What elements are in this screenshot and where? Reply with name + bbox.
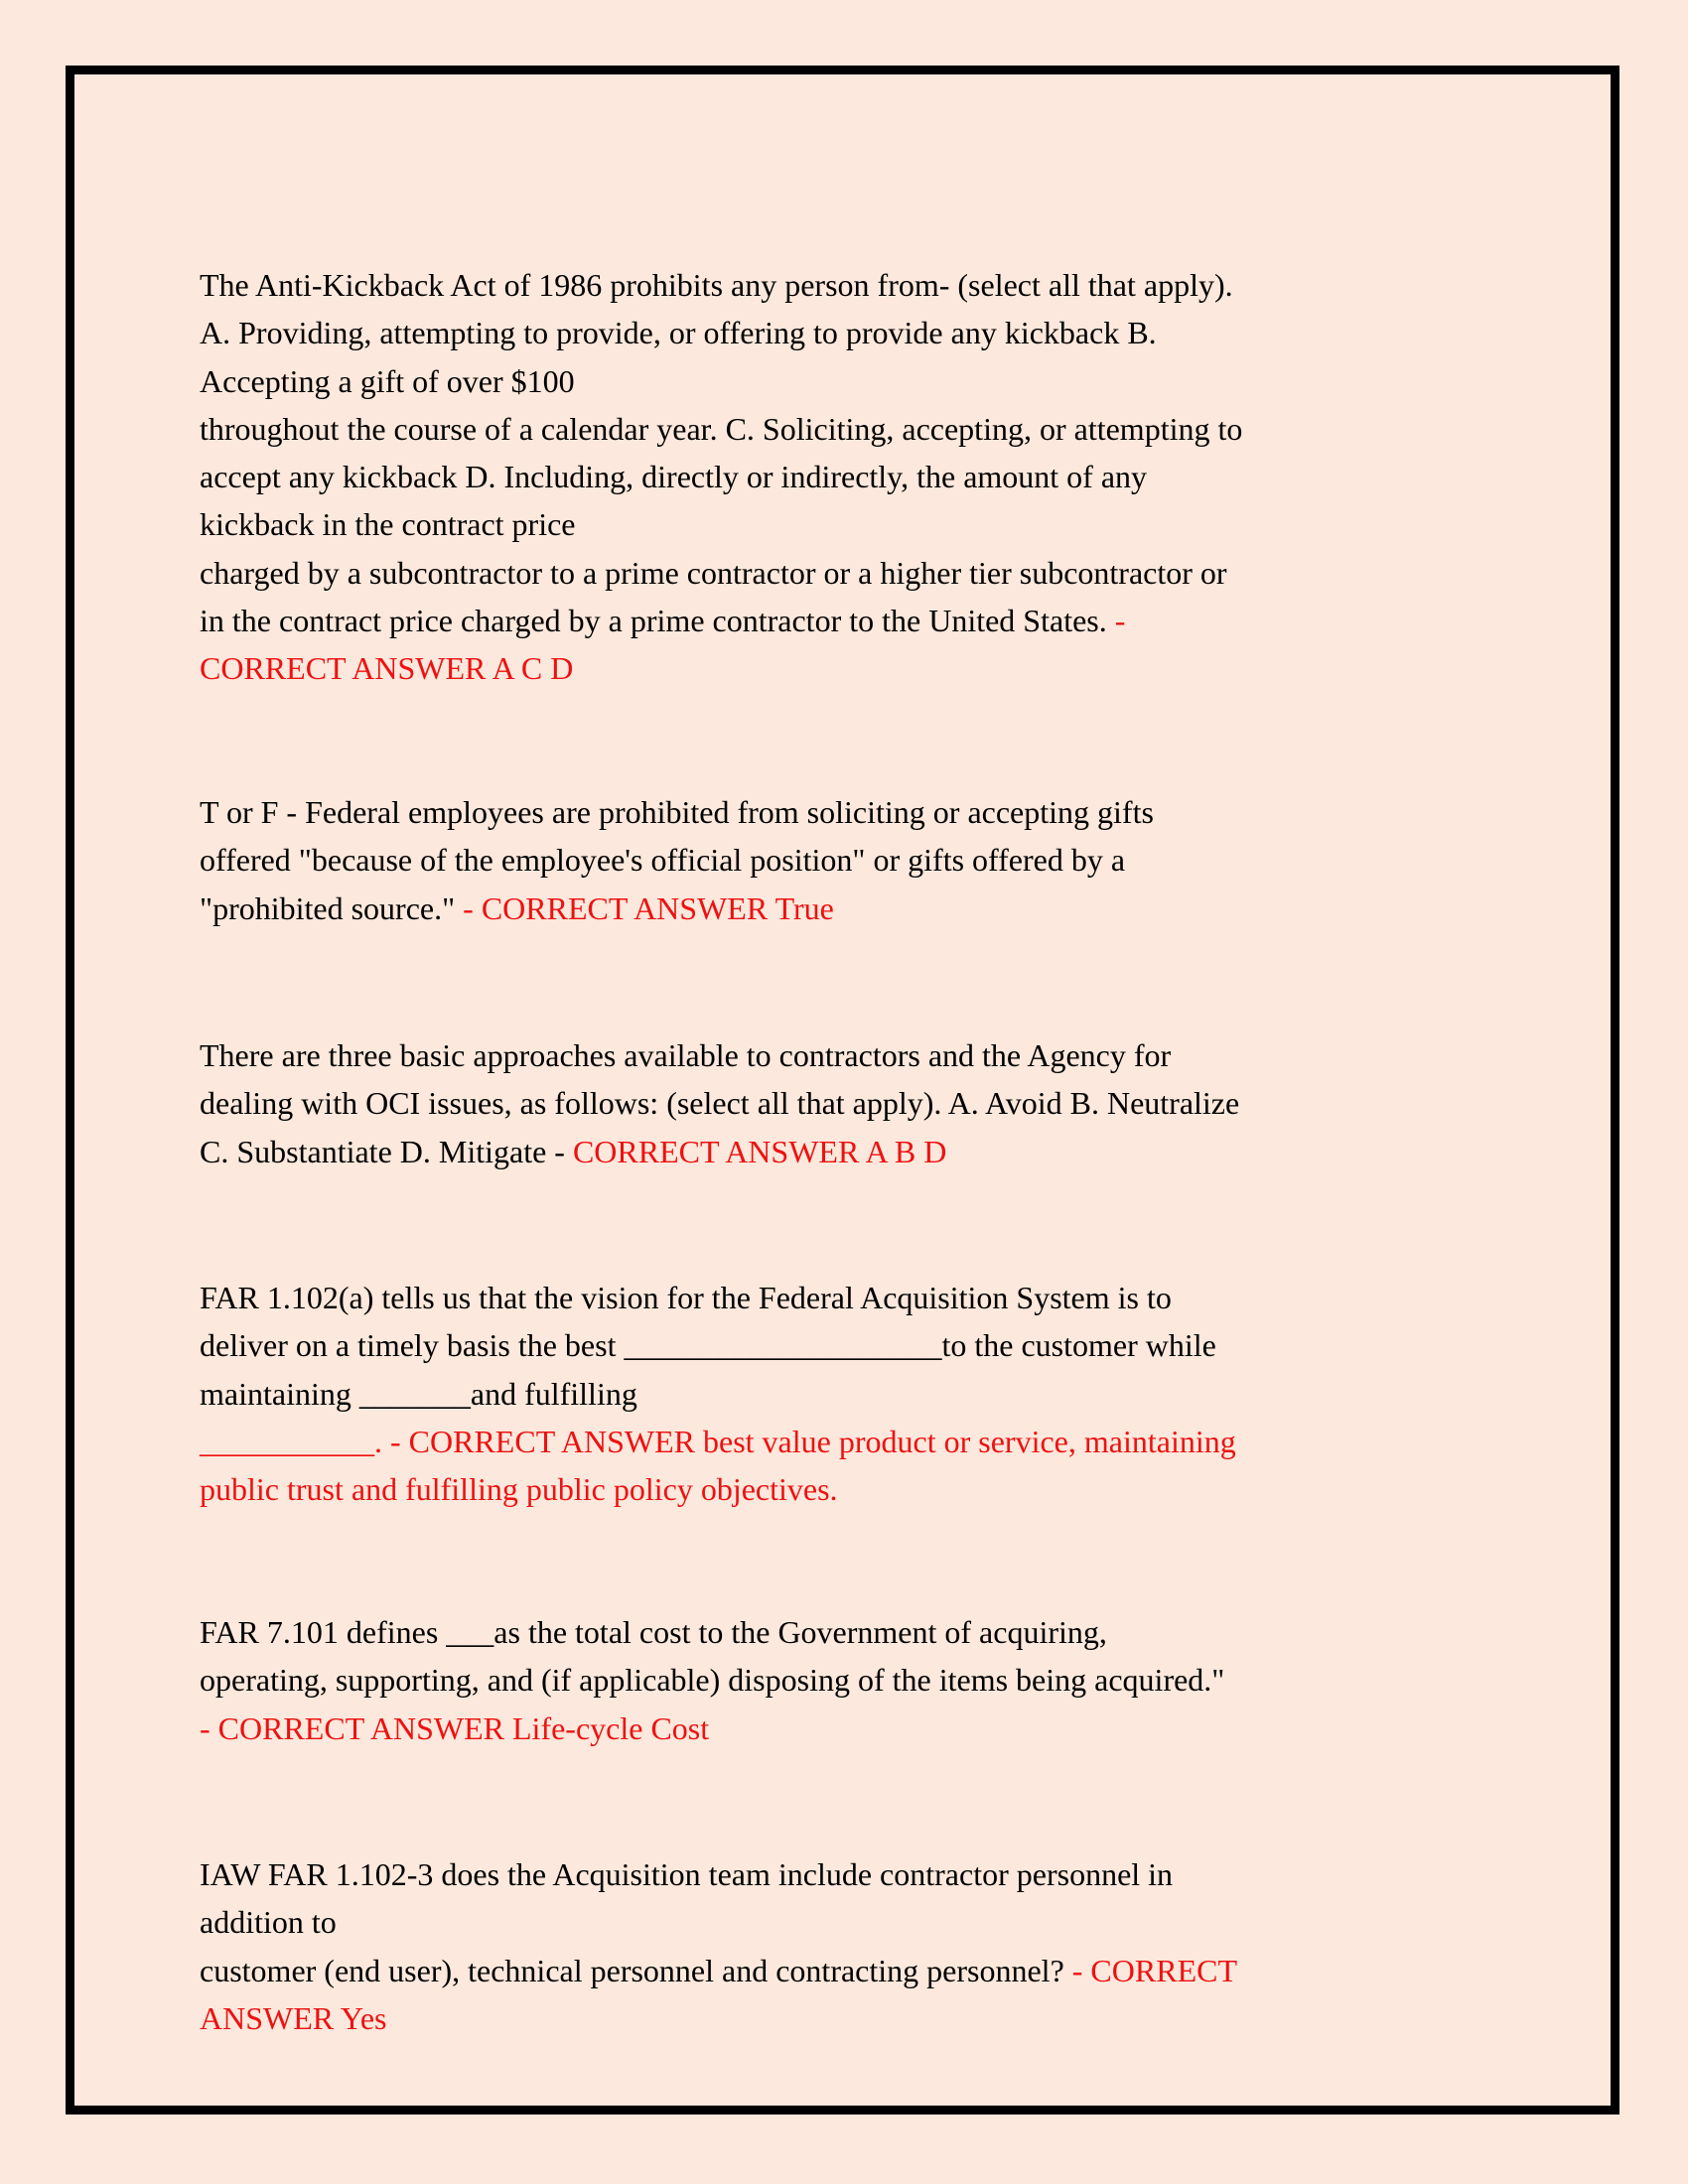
correct-answer-text: - CORRECT ANSWER Life-cycle Cost <box>200 1709 710 1746</box>
question-text: FAR 1.102(a) tells us that the vision for the Federal Acquisition System is to <box>200 1280 1172 1315</box>
text-line <box>200 1128 1490 1175</box>
question-text: customer (end user), technical personnel and contracting personnel? <box>200 1952 1072 1988</box>
text-line <box>200 597 1490 644</box>
correct-answer-text: - <box>1114 603 1126 639</box>
question-text: in the contract price charged by a prime contractor to the United States. <box>200 603 1115 639</box>
question-text: charged by a subcontractor to a prime contractor or a higher tier subcontractor or <box>200 554 1227 591</box>
question-text: IAW FAR 1.102-3 does the Acquisition team include contractor personnel in <box>200 1856 1174 1892</box>
text-line <box>200 1079 1490 1127</box>
question-text: Accepting a gift of over $100 <box>200 362 575 399</box>
question-text: accept any kickback D. Including, directly or indirectly, the amount of any <box>200 459 1148 495</box>
question-text: The Anti-Kickback Act of 1986 prohibits any person from- (select all that apply). <box>200 267 1233 303</box>
correct-answer-text: ___________. - CORRECT ANSWER best value product or service, maintaining <box>200 1423 1236 1459</box>
text-line <box>200 836 1490 884</box>
text-line <box>200 885 1490 932</box>
text-line <box>200 1031 1490 1079</box>
question-text: dealing with OCI issues, as follows: (select all that apply). A. Avoid B. Neutralize <box>200 1085 1240 1122</box>
question-block <box>200 1850 1490 2042</box>
text-line <box>200 500 1490 548</box>
question-text: kickback in the contract price <box>200 506 576 543</box>
question-text: deliver on a timely basis the best ____________________to the customer while <box>200 1327 1216 1364</box>
text-line <box>200 788 1490 836</box>
text-line <box>200 1947 1490 1994</box>
text-line <box>200 309 1490 356</box>
question-text: operating, supporting, and (if applicable) disposing of the items being acquired." <box>200 1662 1225 1699</box>
correct-answer-text: ANSWER Yes <box>200 1999 387 2036</box>
text-line <box>200 1370 1490 1418</box>
text-line <box>200 1274 1490 1321</box>
question-text: T or F - Federal employees are prohibited from soliciting or accepting gifts <box>200 794 1154 830</box>
text-line <box>200 1321 1490 1369</box>
correct-answer-text: CORRECT ANSWER A C D <box>200 650 574 687</box>
text-line <box>200 261 1490 309</box>
correct-answer-text: public trust and fulfilling public policy objectives. <box>200 1471 838 1508</box>
question-text: maintaining _______and fulfilling <box>200 1375 637 1412</box>
text-line <box>200 405 1490 453</box>
question-text: "prohibited source." <box>200 889 464 926</box>
text-line <box>200 1418 1490 1465</box>
question-text: There are three basic approaches available to contractors and the Agency for <box>200 1037 1172 1073</box>
question-text: throughout the course of a calendar year. C. Soliciting, accepting, or attempting to <box>200 410 1243 447</box>
question-text: addition to <box>200 1904 337 1941</box>
text-line <box>200 1465 1490 1513</box>
text-line <box>200 1850 1490 1898</box>
text-line <box>200 357 1490 405</box>
question-block <box>200 1274 1490 1513</box>
text-line <box>200 453 1490 500</box>
text-line <box>200 1898 1490 1946</box>
correct-answer-text: - CORRECT <box>1071 1952 1237 1988</box>
text-line <box>200 1994 1490 2042</box>
question-block <box>200 1608 1490 1752</box>
text-line <box>200 1656 1490 1704</box>
question-text: C. Substantiate D. Mitigate - <box>200 1133 573 1169</box>
text-line <box>200 549 1490 597</box>
question-text: FAR 7.101 defines ___as the total cost to the Government of acquiring, <box>200 1614 1107 1650</box>
text-line <box>200 1608 1490 1656</box>
text-line <box>200 644 1490 692</box>
question-block <box>200 261 1490 693</box>
text-line <box>200 1705 1490 1752</box>
correct-answer-text: - CORRECT ANSWER True <box>463 889 834 926</box>
question-block <box>200 788 1490 932</box>
question-text: A. Providing, attempting to provide, or offering to provide any kickback B. <box>200 315 1157 351</box>
question-block <box>200 1031 1490 1175</box>
correct-answer-text: CORRECT ANSWER A B D <box>572 1133 947 1169</box>
question-text: offered "because of the employee's official position" or gifts offered by a <box>200 842 1126 879</box>
